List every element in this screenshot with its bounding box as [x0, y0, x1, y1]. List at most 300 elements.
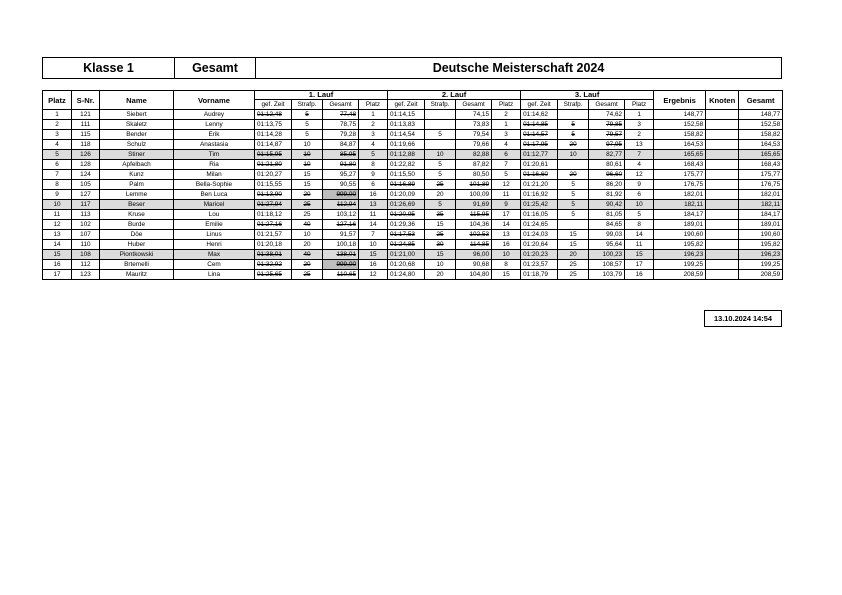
- cell-gef-zeit: 01:25,42: [521, 200, 558, 210]
- cell-strafp: 10: [292, 230, 323, 240]
- cell-ergebnis: 189,01: [654, 220, 706, 230]
- table-row: [43, 130, 783, 140]
- cell-strafp: 5: [292, 110, 323, 120]
- cell-knoten: [706, 110, 739, 120]
- cell-run-gesamt: 81,05: [589, 210, 625, 220]
- table-row: [43, 140, 783, 150]
- col-snr: S-Nr.: [72, 91, 100, 110]
- cell-name: Beser: [100, 200, 174, 210]
- cell-ergebnis: 175,77: [654, 170, 706, 180]
- cell-run-platz: 5: [359, 150, 388, 160]
- cell-run-gesamt: 90,42: [589, 200, 625, 210]
- cell-gef-zeit: 01:21,80: [255, 160, 292, 170]
- cell-run-gesamt: 95,27: [323, 170, 359, 180]
- cell-run-gesamt: 82,77: [589, 150, 625, 160]
- cell-run-gesamt: 84,65: [589, 220, 625, 230]
- cell-name: Kunz: [100, 170, 174, 180]
- cell-gef-zeit: 01:14,87: [255, 140, 292, 150]
- cell-vorname: Maricel: [174, 200, 255, 210]
- cell-gef-zeit: 01:14,28: [255, 130, 292, 140]
- col-run-1-gef-zeit: gef. Zeit: [255, 100, 292, 110]
- cell-vorname: Bella-Sophie: [174, 180, 255, 190]
- table-row: [43, 270, 783, 280]
- cell-run-platz: 15: [359, 250, 388, 260]
- cell-strafp: 20: [292, 190, 323, 200]
- cell-run-platz: 3: [625, 120, 654, 130]
- cell-run-gesamt: 74,15: [456, 110, 492, 120]
- col-run-2-gef-zeit: gef. Zeit: [388, 100, 425, 110]
- cell-name: Siebert: [100, 110, 174, 120]
- cell-run-platz: 11: [625, 240, 654, 250]
- cell-ergebnis: 182,11: [654, 200, 706, 210]
- cell-run-gesamt: 90,68: [456, 260, 492, 270]
- cell-vorname: Tim: [174, 150, 255, 160]
- cell-total: 184,17: [739, 210, 783, 220]
- cell-strafp: 30: [425, 240, 456, 250]
- cell-vorname: Emilie: [174, 220, 255, 230]
- cell-gef-zeit: 01:20,23: [521, 250, 558, 260]
- cell-strafp: 20: [425, 190, 456, 200]
- cell-ergebnis: 208,59: [654, 270, 706, 280]
- cell-run-gesamt: 90,55: [323, 180, 359, 190]
- cell-strafp: 15: [292, 170, 323, 180]
- cell-gef-zeit: 01:20,64: [521, 240, 558, 250]
- cell-run-gesamt: 80,61: [589, 160, 625, 170]
- cell-run-platz: 6: [492, 150, 521, 160]
- cell-run-gesamt: 999,00: [323, 190, 359, 200]
- cell-snr: 126: [72, 150, 100, 160]
- cell-run-platz: 16: [359, 260, 388, 270]
- col-vorname: Vorname: [174, 91, 255, 110]
- cell-strafp: 10: [292, 150, 323, 160]
- cell-knoten: [706, 230, 739, 240]
- cell-run-gesamt: 114,85: [456, 240, 492, 250]
- cell-strafp: 35: [425, 210, 456, 220]
- cell-ergebnis: 164,53: [654, 140, 706, 150]
- table-row: [43, 160, 783, 170]
- table-row: [43, 120, 783, 130]
- cell-run-gesamt: 86,20: [589, 180, 625, 190]
- cell-run-gesamt: 104,80: [456, 270, 492, 280]
- cell-run-platz: 16: [625, 270, 654, 280]
- cell-strafp: 25: [558, 260, 589, 270]
- cell-run-gesamt: 79,57: [589, 130, 625, 140]
- cell-ergebnis: 148,77: [654, 110, 706, 120]
- col-run-2-gesamt: Gesamt: [456, 100, 492, 110]
- table-row: [43, 150, 783, 160]
- cell-gef-zeit: 01:14,57: [521, 130, 558, 140]
- cell-strafp: [425, 110, 456, 120]
- cell-strafp: 20: [292, 240, 323, 250]
- cell-run-gesamt: 127,16: [323, 220, 359, 230]
- cell-snr: 123: [72, 270, 100, 280]
- col-run-3-gesamt: Gesamt: [589, 100, 625, 110]
- cell-gef-zeit: 01:17,95: [521, 140, 558, 150]
- cell-strafp: 5: [558, 130, 589, 140]
- cell-gef-zeit: 01:12,88: [388, 150, 425, 160]
- cell-strafp: 10: [425, 150, 456, 160]
- title-bar: [42, 57, 782, 79]
- cell-knoten: [706, 270, 739, 280]
- cell-run-gesamt: 103,79: [589, 270, 625, 280]
- cell-knoten: [706, 140, 739, 150]
- cell-vorname: Cem: [174, 260, 255, 270]
- col-run-3-gef-zeit: gef. Zeit: [521, 100, 558, 110]
- cell-run-gesamt: 110,65: [323, 270, 359, 280]
- cell-knoten: [706, 190, 739, 200]
- cell-run-gesamt: 80,50: [456, 170, 492, 180]
- cell-name: Lemme: [100, 190, 174, 200]
- cell-vorname: Lina: [174, 270, 255, 280]
- cell-snr: 102: [72, 220, 100, 230]
- cell-gef-zeit: 01:21,00: [388, 250, 425, 260]
- cell-run-platz: 14: [359, 220, 388, 230]
- cell-strafp: [425, 120, 456, 130]
- cell-platz: 16: [43, 260, 72, 270]
- cell-gef-zeit: 01:20,18: [255, 240, 292, 250]
- col-name: Name: [100, 91, 174, 110]
- cell-name: Huber: [100, 240, 174, 250]
- cell-strafp: 15: [425, 220, 456, 230]
- cell-vorname: Audrey: [174, 110, 255, 120]
- table-row: [43, 210, 783, 220]
- cell-run-gesamt: 103,12: [323, 210, 359, 220]
- cell-strafp: [558, 160, 589, 170]
- cell-strafp: 10: [558, 150, 589, 160]
- cell-run-gesamt: 79,85: [589, 120, 625, 130]
- cell-snr: 127: [72, 190, 100, 200]
- cell-total: 165,65: [739, 150, 783, 160]
- cell-total: 196,23: [739, 250, 783, 260]
- cell-strafp: 5: [558, 180, 589, 190]
- cell-run-gesamt: 100,23: [589, 250, 625, 260]
- cell-run-gesamt: 138,01: [323, 250, 359, 260]
- cell-vorname: Lou: [174, 210, 255, 220]
- cell-run-platz: 1: [492, 120, 521, 130]
- cell-knoten: [706, 210, 739, 220]
- cell-strafp: 5: [425, 200, 456, 210]
- cell-ergebnis: 165,65: [654, 150, 706, 160]
- col-platz: Platz: [43, 91, 72, 110]
- cell-gef-zeit: 01:19,66: [388, 140, 425, 150]
- cell-gef-zeit: 01:15,50: [388, 170, 425, 180]
- cell-run-platz: 2: [359, 120, 388, 130]
- cell-gef-zeit: 01:24,03: [521, 230, 558, 240]
- cell-gef-zeit: 01:13,75: [255, 120, 292, 130]
- cell-run-platz: 16: [359, 190, 388, 200]
- cell-gef-zeit: 01:24,65: [521, 220, 558, 230]
- cell-run-platz: 11: [492, 190, 521, 200]
- cell-run-platz: 13: [625, 140, 654, 150]
- cell-name: Burde: [100, 220, 174, 230]
- cell-platz: 9: [43, 190, 72, 200]
- cell-strafp: 10: [425, 260, 456, 270]
- cell-gef-zeit: 01:32,92: [255, 260, 292, 270]
- cell-run-platz: 15: [625, 250, 654, 260]
- cell-strafp: 5: [558, 200, 589, 210]
- cell-vorname: Max: [174, 250, 255, 260]
- col-run-1: 1. Lauf: [255, 91, 388, 100]
- cell-strafp: 10: [292, 140, 323, 150]
- cell-ergebnis: 196,23: [654, 250, 706, 260]
- cell-total: 208,59: [739, 270, 783, 280]
- cell-vorname: Erik: [174, 130, 255, 140]
- cell-snr: 105: [72, 180, 100, 190]
- print-timestamp: 13.10.2024 14:54: [704, 310, 782, 327]
- cell-vorname: Linus: [174, 230, 255, 240]
- cell-total: 152,58: [739, 120, 783, 130]
- cell-snr: 121: [72, 110, 100, 120]
- results-table: [42, 90, 783, 280]
- cell-strafp: 25: [292, 200, 323, 210]
- table-row: [43, 110, 783, 120]
- cell-strafp: 5: [425, 160, 456, 170]
- cell-run-platz: 12: [625, 170, 654, 180]
- cell-name: Döe: [100, 230, 174, 240]
- cell-snr: 117: [72, 200, 100, 210]
- cell-gef-zeit: 01:14,85: [521, 120, 558, 130]
- cell-name: Palm: [100, 180, 174, 190]
- cell-strafp: 40: [292, 220, 323, 230]
- cell-snr: 124: [72, 170, 100, 180]
- cell-strafp: [425, 140, 456, 150]
- cell-strafp: 25: [425, 230, 456, 240]
- cell-run-gesamt: 101,89: [456, 180, 492, 190]
- cell-strafp: 5: [425, 130, 456, 140]
- cell-gef-zeit: 01:27,94: [255, 200, 292, 210]
- cell-run-platz: 3: [492, 130, 521, 140]
- cell-run-gesamt: 96,60: [589, 170, 625, 180]
- col-run-3: 3. Lauf: [521, 91, 654, 100]
- cell-platz: 11: [43, 210, 72, 220]
- cell-run-platz: 6: [359, 180, 388, 190]
- cell-total: 199,25: [739, 260, 783, 270]
- cell-gef-zeit: 01:15,95: [255, 150, 292, 160]
- cell-platz: 2: [43, 120, 72, 130]
- cell-total: 176,75: [739, 180, 783, 190]
- cell-ergebnis: 168,43: [654, 160, 706, 170]
- cell-ergebnis: 199,25: [654, 260, 706, 270]
- cell-gef-zeit: 01:12,48: [255, 110, 292, 120]
- cell-strafp: 15: [558, 230, 589, 240]
- cell-run-gesamt: 84,87: [323, 140, 359, 150]
- cell-strafp: 15: [425, 250, 456, 260]
- cell-gef-zeit: 01:16,60: [521, 170, 558, 180]
- cell-gef-zeit: 01:22,82: [388, 160, 425, 170]
- cell-run-platz: 17: [625, 260, 654, 270]
- cell-run-gesamt: 74,62: [589, 110, 625, 120]
- cell-gef-zeit: 01:24,85: [388, 240, 425, 250]
- cell-knoten: [706, 260, 739, 270]
- cell-run-platz: 10: [492, 250, 521, 260]
- cell-strafp: 20: [558, 140, 589, 150]
- cell-run-gesamt: 96,00: [456, 250, 492, 260]
- cell-run-platz: 2: [625, 130, 654, 140]
- cell-platz: 15: [43, 250, 72, 260]
- cell-gef-zeit: 01:20,68: [388, 260, 425, 270]
- col-run-3-strafp: Strafp.: [558, 100, 589, 110]
- table-row: [43, 220, 783, 230]
- cell-ergebnis: 184,17: [654, 210, 706, 220]
- cell-platz: 13: [43, 230, 72, 240]
- cell-ergebnis: 152,58: [654, 120, 706, 130]
- cell-strafp: 5: [425, 170, 456, 180]
- table-row: [43, 260, 783, 270]
- cell-run-platz: 1: [625, 110, 654, 120]
- cell-name: Bender: [100, 130, 174, 140]
- cell-knoten: [706, 150, 739, 160]
- table-row: [43, 170, 783, 180]
- col-run-3-platz: Platz: [625, 100, 654, 110]
- cell-run-gesamt: 108,57: [589, 260, 625, 270]
- col-run-1-platz: Platz: [359, 100, 388, 110]
- cell-knoten: [706, 120, 739, 130]
- cell-run-gesamt: 79,28: [323, 130, 359, 140]
- cell-run-platz: 4: [359, 140, 388, 150]
- cell-strafp: 5: [292, 130, 323, 140]
- event-title: Deutsche Meisterschaft 2024: [255, 58, 781, 78]
- cell-gef-zeit: 01:18,12: [255, 210, 292, 220]
- cell-run-gesamt: 112,94: [323, 200, 359, 210]
- cell-snr: 128: [72, 160, 100, 170]
- cell-platz: 3: [43, 130, 72, 140]
- col-knoten: Knoten: [706, 91, 739, 110]
- cell-run-platz: 17: [492, 210, 521, 220]
- cell-name: Brtemelli: [100, 260, 174, 270]
- cell-run-gesamt: 77,48: [323, 110, 359, 120]
- cell-gef-zeit: 01:20,27: [255, 170, 292, 180]
- cell-platz: 17: [43, 270, 72, 280]
- cell-name: Apfelbach: [100, 160, 174, 170]
- cell-run-gesamt: 99,03: [589, 230, 625, 240]
- cell-strafp: 20: [558, 170, 589, 180]
- cell-run-platz: 14: [492, 220, 521, 230]
- cell-knoten: [706, 240, 739, 250]
- cell-run-platz: 10: [359, 240, 388, 250]
- cell-run-platz: 13: [359, 200, 388, 210]
- cell-strafp: 5: [292, 120, 323, 130]
- cell-strafp: [558, 110, 589, 120]
- cell-knoten: [706, 130, 739, 140]
- cell-platz: 10: [43, 200, 72, 210]
- cell-run-gesamt: 97,95: [589, 140, 625, 150]
- cell-gef-zeit: 01:21,20: [521, 180, 558, 190]
- scope-label: Gesamt: [174, 58, 255, 78]
- cell-strafp: 5: [558, 210, 589, 220]
- cell-gef-zeit: 01:23,57: [521, 260, 558, 270]
- cell-total: 195,82: [739, 240, 783, 250]
- cell-platz: 5: [43, 150, 72, 160]
- cell-gef-zeit: 01:25,65: [255, 270, 292, 280]
- cell-vorname: Ben Luca: [174, 190, 255, 200]
- cell-total: 189,01: [739, 220, 783, 230]
- cell-gef-zeit: 01:26,69: [388, 200, 425, 210]
- cell-run-gesamt: 87,82: [456, 160, 492, 170]
- cell-gef-zeit: 01:13,90: [255, 190, 292, 200]
- cell-gef-zeit: 01:16,92: [521, 190, 558, 200]
- cell-run-gesamt: 95,64: [589, 240, 625, 250]
- cell-snr: 115: [72, 130, 100, 140]
- cell-gef-zeit: 01:29,36: [388, 220, 425, 230]
- cell-gef-zeit: 01:38,01: [255, 250, 292, 260]
- cell-run-platz: 1: [359, 110, 388, 120]
- cell-name: Piontkowski: [100, 250, 174, 260]
- cell-gef-zeit: 01:27,16: [255, 220, 292, 230]
- cell-run-gesamt: 79,54: [456, 130, 492, 140]
- cell-platz: 8: [43, 180, 72, 190]
- cell-knoten: [706, 160, 739, 170]
- cell-total: 158,82: [739, 130, 783, 140]
- cell-strafp: 25: [558, 270, 589, 280]
- cell-knoten: [706, 200, 739, 210]
- cell-total: 190,60: [739, 230, 783, 240]
- cell-gef-zeit: 01:18,79: [521, 270, 558, 280]
- cell-run-gesamt: 999,00: [323, 260, 359, 270]
- cell-run-gesamt: 85,95: [323, 150, 359, 160]
- cell-gef-zeit: 01:16,05: [521, 210, 558, 220]
- cell-strafp: [558, 220, 589, 230]
- cell-snr: 108: [72, 250, 100, 260]
- cell-platz: 6: [43, 160, 72, 170]
- cell-snr: 113: [72, 210, 100, 220]
- cell-run-platz: 11: [359, 210, 388, 220]
- class-label: Klasse 1: [83, 61, 134, 75]
- cell-total: 148,77: [739, 110, 783, 120]
- cell-run-platz: 12: [359, 270, 388, 280]
- cell-run-platz: 14: [625, 230, 654, 240]
- cell-run-platz: 16: [492, 240, 521, 250]
- cell-strafp: 25: [292, 210, 323, 220]
- cell-run-gesamt: 91,80: [323, 160, 359, 170]
- cell-gef-zeit: 01:13,83: [388, 120, 425, 130]
- cell-knoten: [706, 170, 739, 180]
- table-row: [43, 250, 783, 260]
- cell-strafp: 5: [558, 120, 589, 130]
- cell-gef-zeit: 01:20,09: [388, 190, 425, 200]
- cell-ergebnis: 182,01: [654, 190, 706, 200]
- cell-run-platz: 4: [625, 160, 654, 170]
- cell-run-platz: 9: [492, 200, 521, 210]
- cell-knoten: [706, 250, 739, 260]
- table-row: [43, 180, 783, 190]
- cell-strafp: 20: [425, 270, 456, 280]
- cell-name: Schulz: [100, 140, 174, 150]
- cell-name: Stiner: [100, 150, 174, 160]
- cell-vorname: Henri: [174, 240, 255, 250]
- cell-run-platz: 13: [492, 230, 521, 240]
- cell-run-platz: 3: [359, 130, 388, 140]
- col-run-1-gesamt: Gesamt: [323, 100, 359, 110]
- cell-run-gesamt: 82,88: [456, 150, 492, 160]
- cell-run-platz: 12: [492, 180, 521, 190]
- cell-strafp: 25: [292, 270, 323, 280]
- table-row: [43, 240, 783, 250]
- cell-run-platz: 2: [492, 110, 521, 120]
- cell-total: 168,43: [739, 160, 783, 170]
- cell-platz: 12: [43, 220, 72, 230]
- cell-name: Skaletz: [100, 120, 174, 130]
- cell-strafp: 20: [558, 250, 589, 260]
- cell-platz: 14: [43, 240, 72, 250]
- cell-run-gesamt: 91,57: [323, 230, 359, 240]
- col-total: Gesamt: [739, 91, 783, 110]
- cell-knoten: [706, 180, 739, 190]
- table-row: [43, 200, 783, 210]
- cell-run-platz: 7: [492, 160, 521, 170]
- cell-snr: 107: [72, 230, 100, 240]
- cell-gef-zeit: 01:16,89: [388, 180, 425, 190]
- cell-ergebnis: 176,75: [654, 180, 706, 190]
